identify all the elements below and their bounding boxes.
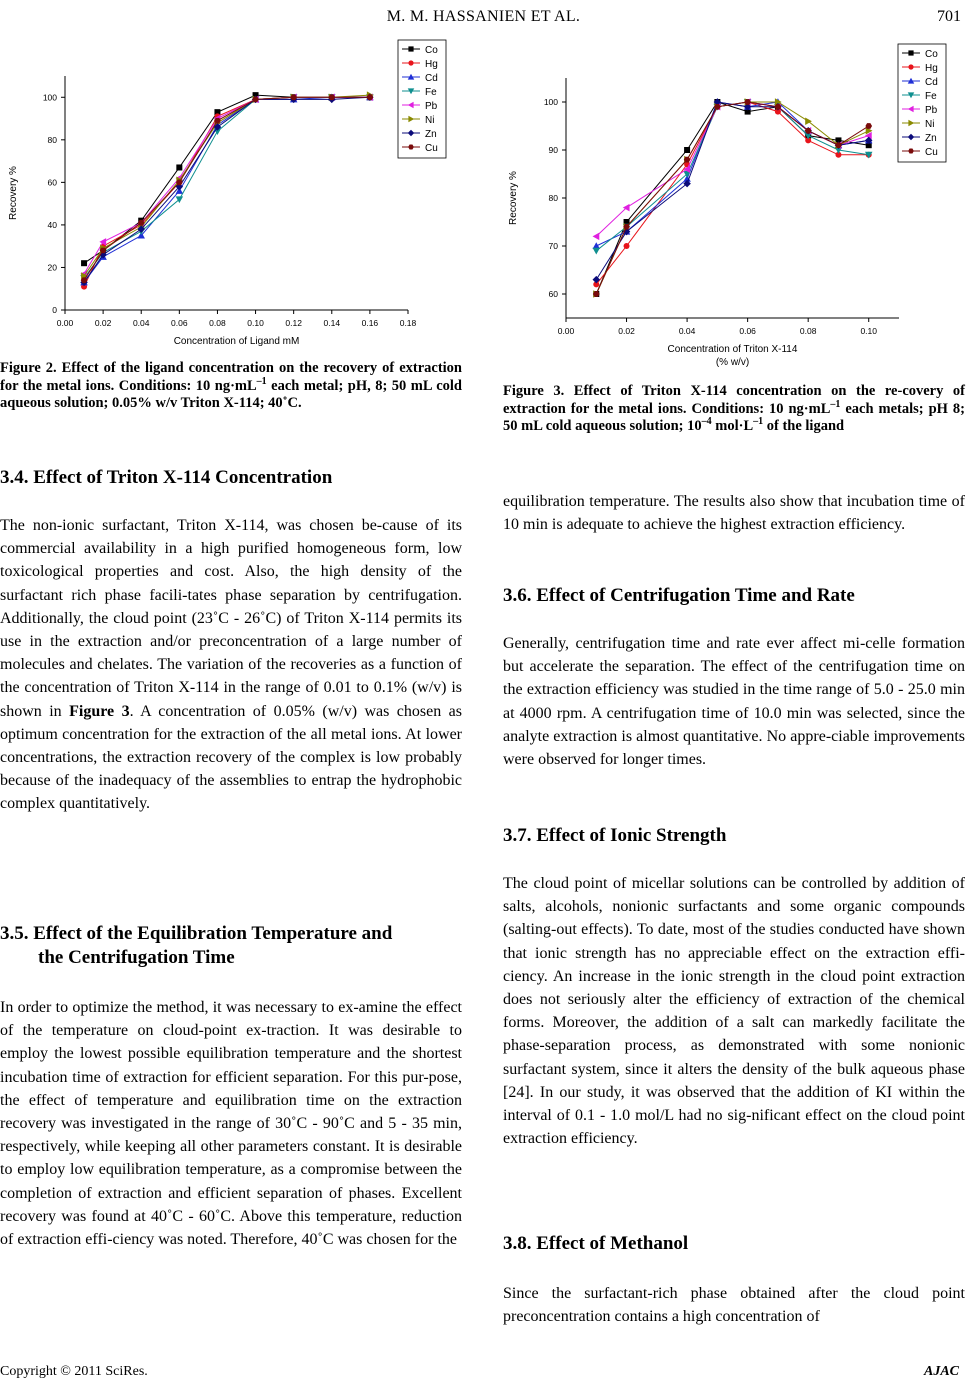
section-3-7-title: 3.7. Effect of Ionic Strength [503,825,727,846]
legend-marker-co [908,50,913,55]
x-tick-label: 0.12 [285,318,302,328]
legend-box [398,40,446,158]
legend-label-co: Co [925,49,938,60]
section-3-5-title: 3.5. Effect of the Equilibration Temperature and the Centrifugation Time [0,923,393,968]
legend-marker-co [408,46,413,51]
data-point-pb [593,233,600,241]
page-header [0,8,967,30]
x-tick-label: 0.10 [247,318,264,328]
x-axis-label: Concentration of Triton X-114 [667,344,798,355]
legend-label-cu: Cu [925,147,938,158]
y-tick-label: 100 [543,97,558,107]
series-line-hg [84,97,370,286]
legend-label-fe: Fe [425,87,437,98]
x-tick-label: 0.02 [94,318,112,328]
series-line-co [596,102,868,294]
footer-journal: AJAC [923,1364,959,1379]
legend-box [898,44,946,162]
running-head: M. M. HASSANIEN ET AL. [386,8,581,25]
section-3-6-paragraph: Generally, centrifugation time and rate ever affect mi-celle formation but accelerate the separation. The effect of the centrifugation time on the extraction efficiency was studied in the time range of 5.0 - 25.0 min at 4000 rpm. A centrifugation time of 10.0 min was selected, since the analyte extraction is almost quantitative. No appre-ciable improvements were observed for longer times. [503,635,965,769]
page-number: 701 [937,8,961,25]
legend-label-cd: Cd [425,73,438,84]
x-axis-label: Concentration of Ligand mM [173,336,300,347]
data-point-zn [593,276,601,284]
x-tick-label: 0.10 [860,326,878,336]
figure-3-chart [500,38,962,368]
data-point-co [684,147,690,153]
x-tick-label: 0.00 [56,318,74,328]
x-tick-label: 0.16 [361,318,379,328]
data-point-hg [624,243,630,249]
x-tick-label: 0.06 [739,326,756,336]
section-3-4-paragraph: The non-ionic surfactant, Triton X-114, was chosen be-cause of its commercial availability in a high purified homogeneous form, low toxicological properties and cost. Also, the high density of the surfactant rich phase facili-tates phase separation by centrifugation. Additionally, the cloud point (23˚C - 26˚C) of Triton X-114 permits its use in the extraction and/or preconcentration of a large number of molecules and chelates. The variation of the recoveries as a function of the concentration of Triton X-114 in the range of 0.01 to 0.1% (w/v) is shown in Figure 3. A concentration of 0.05% (w/v) was chosen as optimum concentration for the extraction of the all metal ions. At lower concentrations, the extraction recovery of the complex is low probably because of the inadequacy of the assemblies to entrap the hydrophobic complex quantitatively. [0,517,463,813]
series-line-fe [84,97,370,278]
figure-2-caption: Figure 2. Effect of the ligand concentration on the recovery of extraction for the metal ions. Conditions: 10 $ng\cdot mL^{-1}$ each metal; pH, 8; 50 mL cold aqueous solution; 0.05% w/v Triton X-114; 40˚C. [0,360,462,411]
x-tick-label: 0.04 [678,326,696,336]
legend-label-ni: Ni [425,115,435,126]
legend-label-hg: Hg [925,63,938,74]
x-tick-label: 0.08 [209,318,226,328]
figure-2-chart [0,38,462,348]
x-tick-label: 0.08 [799,326,817,336]
legend-label-hg: Hg [425,59,438,70]
footer-copyright: Copyright © 2011 SciRes. [0,1364,148,1379]
legend-label-fe: Fe [925,91,937,102]
legend-label-cd: Cd [925,77,938,88]
legend-marker-hg [408,60,413,65]
series-line-cu [596,102,868,294]
legend-label-zn: Zn [425,129,437,140]
data-point-fe [593,248,601,255]
section-3-6-title: 3.6. Effect of Centrifugation Time and Rate [503,585,855,606]
series-line-cd [596,102,868,246]
series-line-pb [596,102,868,236]
y-axis-label: Recovery % [508,171,519,225]
y-axis-label: Recovery % [8,166,19,220]
section-3-5-paragraph: In order to optimize the method, it was necessary to ex-amine the effect of the temperature on cloud-point ex-traction. It was desirable to employ the lowest possible equilibration temperature and the shortest incubation time of extraction for efficient separation. For this pur-pose, the effect of temperature and equilibration time on the extraction recovery was investigated in the range of 30˚C - 90˚C and 5 - 35 min, respectively, while keeping all other parameters constant. It is desirable to employ low equilibration temperature, as a compromise between the completion of extraction and efficient separation of phases. Excellent recovery was found at 40˚C - 60˚C. Above this temperature, reduction of extraction effi-ciency was noted. Therefore, 40˚C was chosen for the [0,999,462,1249]
series-line-cd [84,97,370,282]
legend-label-pb: Pb [925,105,938,116]
data-point-co [176,164,182,170]
series-line-fe [596,102,868,251]
x-tick-label: 0.04 [132,318,150,328]
x-axis-label-unit: (% w/v) [715,357,750,368]
figure-3-caption: Figure 3. Effect of Triton X-114 concentration on the re-covery of extraction for the metal ions. Conditions: 10 $ng\cdot mL^{-1}$ each metals; pH 8; 50 mL cold aqueous solution; $10^{-4}$ $mol\cdot L^{-1}$ of the ligand [503,383,965,434]
legend-label-co: Co [425,45,438,56]
y-tick-label: 80 [548,193,558,203]
series-line-ni [84,95,370,276]
x-tick-label: 0.18 [399,318,417,328]
y-tick-label: 90 [548,145,558,155]
legend-label-ni: Ni [925,119,935,130]
section-3-5-paragraph-continued: equilibration temperature. The results also show that incubation time of 10 min is adequate to achieve the highest extraction efficiency. [503,493,965,534]
section-3-8-paragraph: Since the surfactant-rich phase obtained after the cloud point preconcentration contains a high concentration of [503,1285,965,1326]
series-line-zn [596,102,868,280]
legend-marker-hg [908,64,913,69]
y-tick-label: 80 [47,134,57,145]
y-tick-label: 60 [548,289,558,299]
series-line-cu [84,97,370,280]
x-tick-label: 0.02 [618,326,635,336]
section-3-8-title: 3.8. Effect of Methanol [503,1233,689,1254]
section-3-4-title: 3.4. Effect of Triton X-114 Concentration [0,467,333,488]
series-line-hg [596,102,868,284]
series-line-ni [596,102,868,294]
section-3-7-paragraph: The cloud point of micellar solutions can be controlled by addition of salts, alcohols, nonionic surfactants and some organic compounds (salting-out effects). To date, most of the studies conducted have shown that ionic strength has no appreciable effect on the extraction effi-ciency. An increase in the ionic strength in the cloud point extraction does not seriously alter the efficiency of extraction of the chemical forms. Moreover, the addition of a salt can markedly facilitate the phase-separation process, as demonstrated with some nonionic surfactant system, since it alters the density of the bulk aqueous phase [24]. In our study, it was observed that the addition of KI within the interval of 0.1 - 1.0 mol/L had no sig-nificant effect on the cloud point extraction efficiency. [503,875,965,1148]
legend-label-zn: Zn [925,133,937,144]
x-tick-label: 0.06 [171,318,188,328]
figure-3-reference: Figure 3 [69,702,130,720]
y-tick-label: 40 [47,219,57,230]
y-tick-label: 20 [47,262,57,273]
y-tick-label: 60 [47,177,57,188]
y-tick-label: 0 [52,305,57,315]
legend-label-pb: Pb [425,101,438,112]
series-line-zn [84,97,370,282]
x-tick-label: 0.14 [323,318,341,328]
y-tick-label: 70 [548,241,558,251]
legend-label-cu: Cu [425,143,438,154]
y-tick-label: 100 [42,92,57,103]
data-point-co [81,260,87,266]
x-tick-label: 0.00 [557,326,575,336]
